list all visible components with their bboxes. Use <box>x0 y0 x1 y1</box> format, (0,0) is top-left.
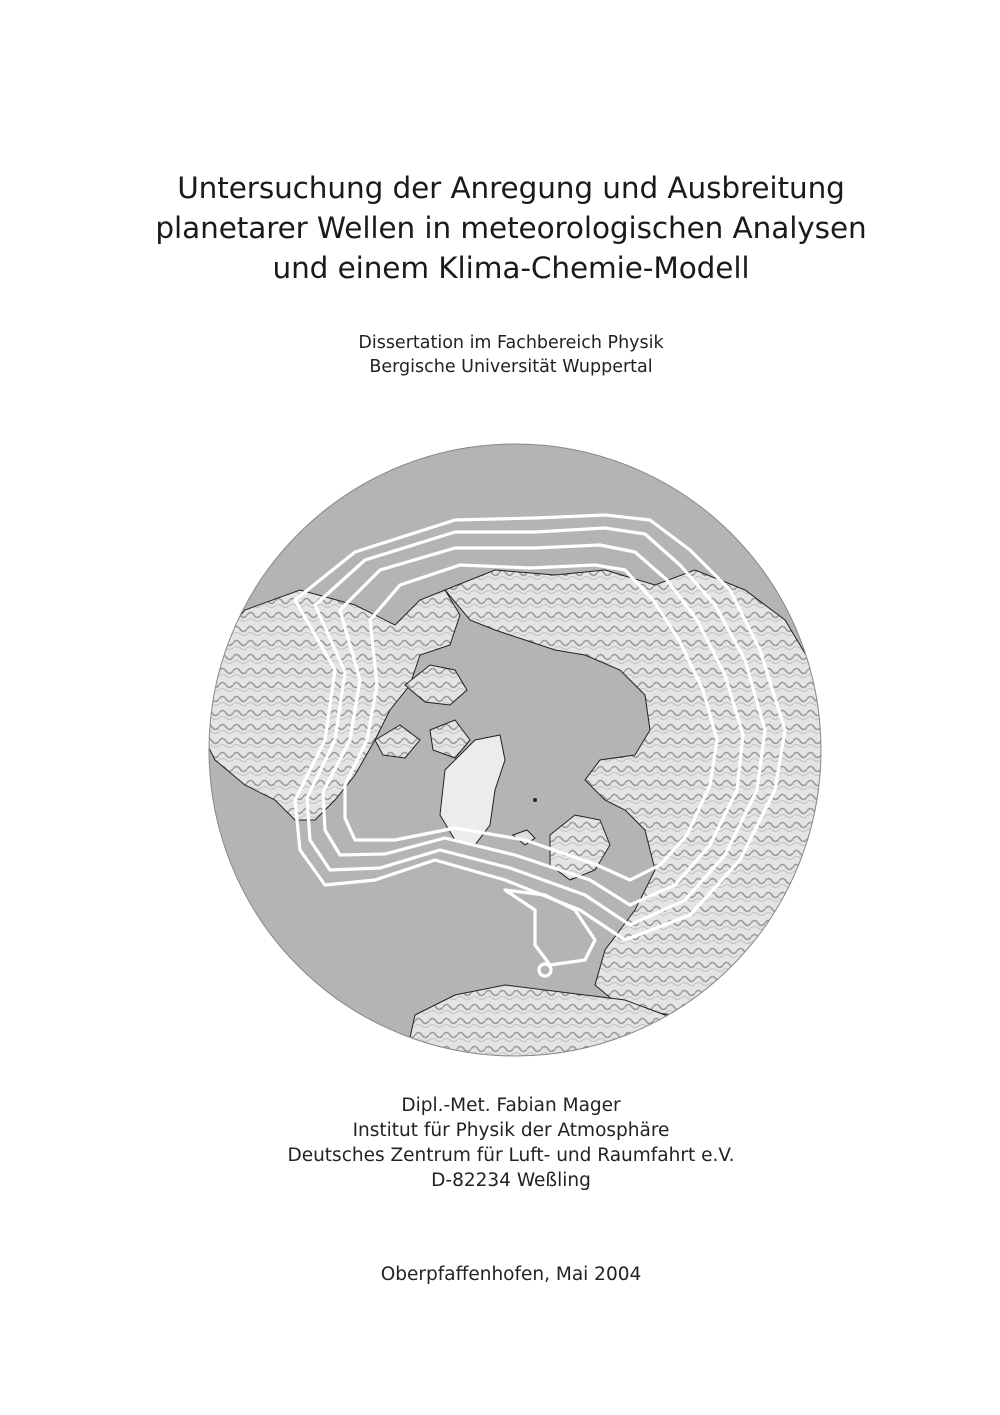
faculty-line: Dissertation im Fachbereich Physik <box>358 333 664 353</box>
north-pole-marker <box>533 798 537 802</box>
polar-map-figure <box>205 440 825 1060</box>
author-address: D-82234 Weßling <box>431 1170 591 1191</box>
place-and-date: Oberpfaffenhofen, Mai 2004 <box>380 1264 642 1285</box>
university-line: Bergische Universität Wuppertal <box>369 357 653 377</box>
author-name: Dipl.-Met. Fabian Mager <box>401 1095 621 1116</box>
northern-hemisphere-map <box>205 440 825 1060</box>
author-institute: Institut für Physik der Atmosphäre <box>352 1120 670 1141</box>
title-line-2: planetarer Wellen in meteorologischen Analysen <box>155 211 867 245</box>
author-block <box>100 1093 922 1193</box>
title-line-1: Untersuchung der Anregung und Ausbreitung <box>177 171 845 205</box>
title-line-3: und einem Klima-Chemie-Modell <box>272 251 750 285</box>
thesis-title <box>100 168 922 288</box>
dissertation-info <box>100 331 922 379</box>
author-organization: Deutsches Zentrum für Luft- und Raumfahrt e.V. <box>287 1145 735 1166</box>
